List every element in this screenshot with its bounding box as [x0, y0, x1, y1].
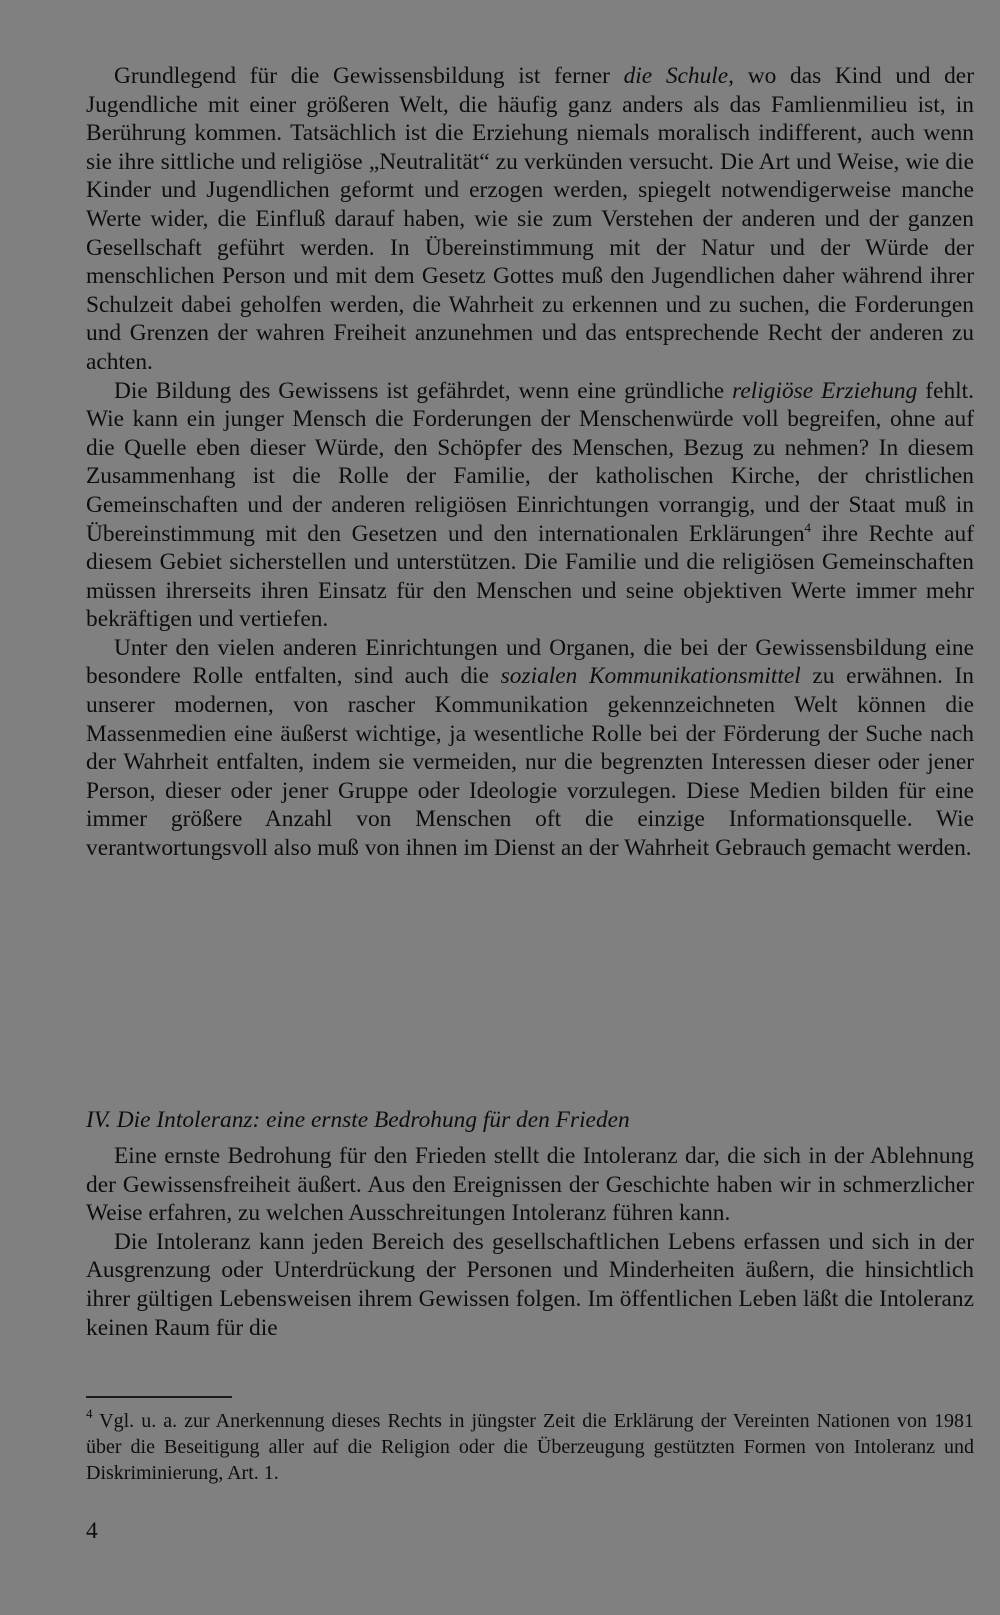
text-run: Unter den vielen anderen Einrichtungen und Organen, die bei der Gewissensbildung eine besondere Rolle entfalten, sind auch die: [86, 634, 974, 690]
section-heading: IV. Die Intoleranz: eine ernste Bedrohung für den Frieden: [86, 1107, 630, 1133]
paragraph-intolerance-scope: Die Intoleranz kann jeden Bereich des gesellschaftlichen Lebens erfassen und sich in der Ausgrenzung oder Unterdrückung der Personen und Minderheiten äußern, die hinsichtlich ihrer gültigen Lebensweisen ihrem Gewissen folgen. Im öffentlichen Leben läßt die Intoleranz keinen Raum für die: [86, 1228, 974, 1341]
footnote-reference: 4: [804, 519, 812, 535]
paragraph-school: [86, 62, 974, 377]
emphasis: sozialen Kommunikationsmittel: [500, 663, 801, 690]
footnote-marker: 4: [86, 1406, 93, 1421]
text-run: Grundlegend für die Gewissensbildung ist ferner: [114, 63, 624, 89]
text-run: wo das Kind und der Jugendliche mit einer größeren Welt, die häufig ganz anders als das Famlienmilieu ist, in Berührung kommen. Tatsächlich ist die Erziehung niemals moralisch indifferent, auch wenn sie ihre sittliche und religiöse „Neutralität“ zu verkünden versucht. Die Art und Weise, wie die Kinder und Jugendlichen geformt und erzogen werden, spiegelt notwendigerweise manche Werte wider, die Einfluß darauf haben, wie sie zum Verstehen der anderen und der ganzen Gesellschaft geführt werden. In Übereinstimmung mit der Natur und der Würde der menschlichen Person und mit dem Gesetz Gottes muß den Jugendlichen daher während ihrer Schulzeit dabei geholfen werden, die Wahrheit zu erkennen und zu suchen, die Forderungen und Grenzen der wahren Freiheit anzunehmen und das entsprechende Recht der anderen zu achten.: [86, 63, 974, 375]
paragraph-media: [86, 634, 974, 863]
text-run: zu erwähnen. In unserer modernen, von rascher Kommunikation gekennzeichneten Welt können die Massenmedien eine äußerst wichtige, ja wesentliche Rolle bei der Förderung der Suche nach der Wahrheit entfalten, indem sie vermeiden, nur die begrenzten Interessen dieser oder jener Person, dieser oder jener Gruppe oder Ideologie vorzulegen. Diese Medien bilden für eine immer größere Anzahl von Menschen oft die einzige Informationsquelle. Wie verantwortungsvoll also muß von ihnen im Dienst an der Wahrheit Gebrauch gemacht werden.: [86, 663, 974, 862]
footnote-text: Vgl. u. a. zur Anerkennung dieses Rechts in jüngster Zeit die Erklärung der Vereinten Nationen von 1981 über die Beseitigung aller auf die Religion oder die Überzeugung gestützten Formen von Intoleranz und Diskriminierung, Art. 1.: [86, 1410, 974, 1484]
emphasis: religiöse Erziehung: [732, 377, 918, 404]
paragraph-religious-education: [86, 377, 974, 634]
footnote-divider: [86, 1396, 232, 1398]
text-run: fehlt. Wie kann ein junger Mensch die Forderungen der Menschenwürde voll begreifen, ohne auf die Quelle eben dieser Würde, den Schöpfer des Menschen, Bezug zu nehmen? In diesem Zusammenhang ist die Rolle der Familie, der katholischen Kirche, der christlichen Gemeinschaften und der anderen religiösen Einrichtungen vorrangig, und der Staat muß in Übereinstimmung mit den Gesetzen und den internationalen Erklärungen: [86, 377, 975, 547]
text-run: ihre Rechte auf diesem Gebiet sicherstellen und unterstützen. Die Familie und die religiösen Gemeinschaften müssen ihrerseits ihren Einsatz für den Menschen und seine objektiven Werte immer mehr bekräftigen und vertiefen.: [86, 520, 974, 633]
document-page: [86, 62, 975, 1544]
emphasis: die Schule,: [623, 63, 735, 89]
section-intolerance: [86, 1142, 974, 1342]
text-run: Die Bildung des Gewissens ist gefährdet, wenn eine gründliche: [114, 377, 733, 404]
page-number: 4: [86, 1518, 98, 1544]
footnote: [86, 1408, 974, 1486]
paragraph-intolerance-threat: Eine ernste Bedrohung für den Frieden stellt die Intoleranz dar, die sich in der Ablehnung der Gewissensfreiheit äußert. Aus den Ereignissen der Geschichte haben wir in schmerzlicher Weise erfahren, zu welchen Ausschreitungen Intoleranz führen kann.: [86, 1143, 974, 1227]
